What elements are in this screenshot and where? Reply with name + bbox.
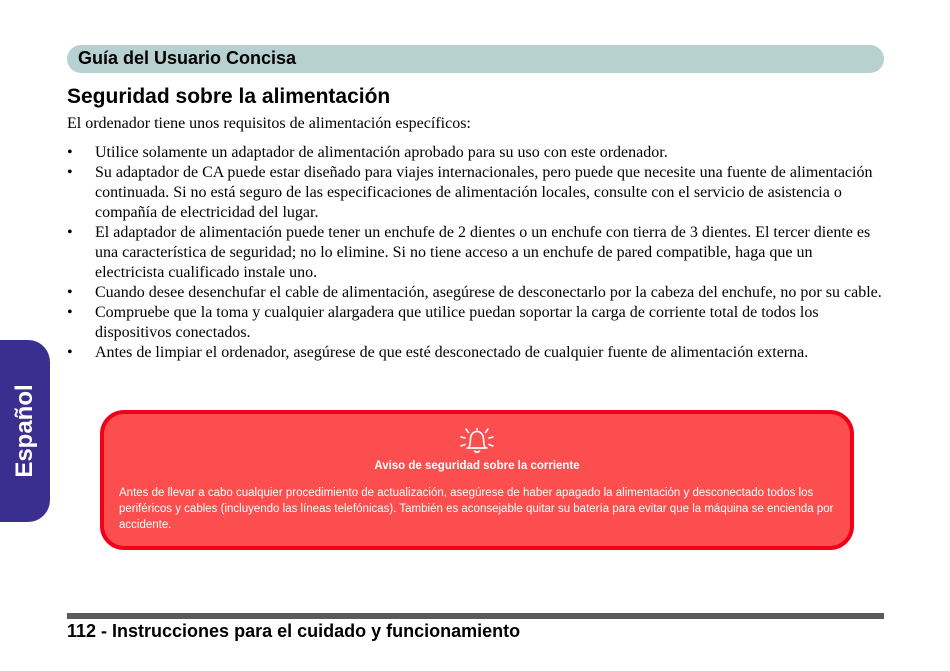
intro-text: El ordenador tiene unos requisitos de alimentación específicos: bbox=[67, 115, 471, 132]
language-side-tab bbox=[0, 340, 50, 522]
header-bar bbox=[67, 45, 884, 73]
warning-title: Aviso de seguridad sobre la corriente bbox=[374, 460, 580, 472]
power-safety-warning-box bbox=[100, 410, 854, 550]
bullet-item: • Antes de limpiar el ordenador, asegúrese de que esté desconectado de cualquier fuente de alimentación externa. bbox=[67, 343, 883, 363]
safety-bullet-list bbox=[67, 143, 883, 363]
bullet-item: • Su adaptador de CA puede estar diseñado para viajes internacionales, pero puede que necesite una fuente de alimentación continuada. Si no está seguro de las especificaciones de alimentación locales, consulte con el servicio de asistencia o compañía de electricidad del lugar. bbox=[67, 163, 883, 223]
bullet-item: • Utilice solamente un adaptador de alimentación aprobado para su uso con este ordenador. bbox=[67, 143, 883, 163]
header-title: Guía del Usuario Concisa bbox=[78, 48, 297, 68]
section-title: Seguridad sobre la alimentación bbox=[67, 85, 391, 108]
bullet-item: • El adaptador de alimentación puede tener un enchufe de 2 dientes o un enchufe con tierra de 3 dientes. El tercer diente es una característica de seguridad; no lo elimine. Si no tiene acceso a un enchufe de pared compatible, haga que un electricista cualificado instale uno. bbox=[67, 223, 883, 283]
language-tab-label: Español bbox=[11, 384, 38, 478]
footer-page-label: 112 - Instrucciones para el cuidado y funcionamiento bbox=[67, 621, 521, 641]
bullet-item: • Compruebe que la toma y cualquier alargadera que utilice puedan soportar la carga de corriente total de todos los dispositivos conectados. bbox=[67, 303, 883, 343]
footer-divider bbox=[67, 613, 884, 619]
bullet-item: • Cuando desee desenchufar el cable de alimentación, asegúrese de desconectarlo por la cabeza del enchufe, no por su cable. bbox=[67, 283, 883, 303]
alarm-bell-icon bbox=[456, 424, 498, 456]
warning-text: Antes de llevar a cabo cualquier procedimiento de actualización, asegúrese de haber apagado la alimentación y desconectado todos los periféricos y cables (incluyendo las líneas telefónicas). También es aconsejable quitar su batería para evitar que la máquina se encienda por accidente. bbox=[119, 487, 834, 531]
